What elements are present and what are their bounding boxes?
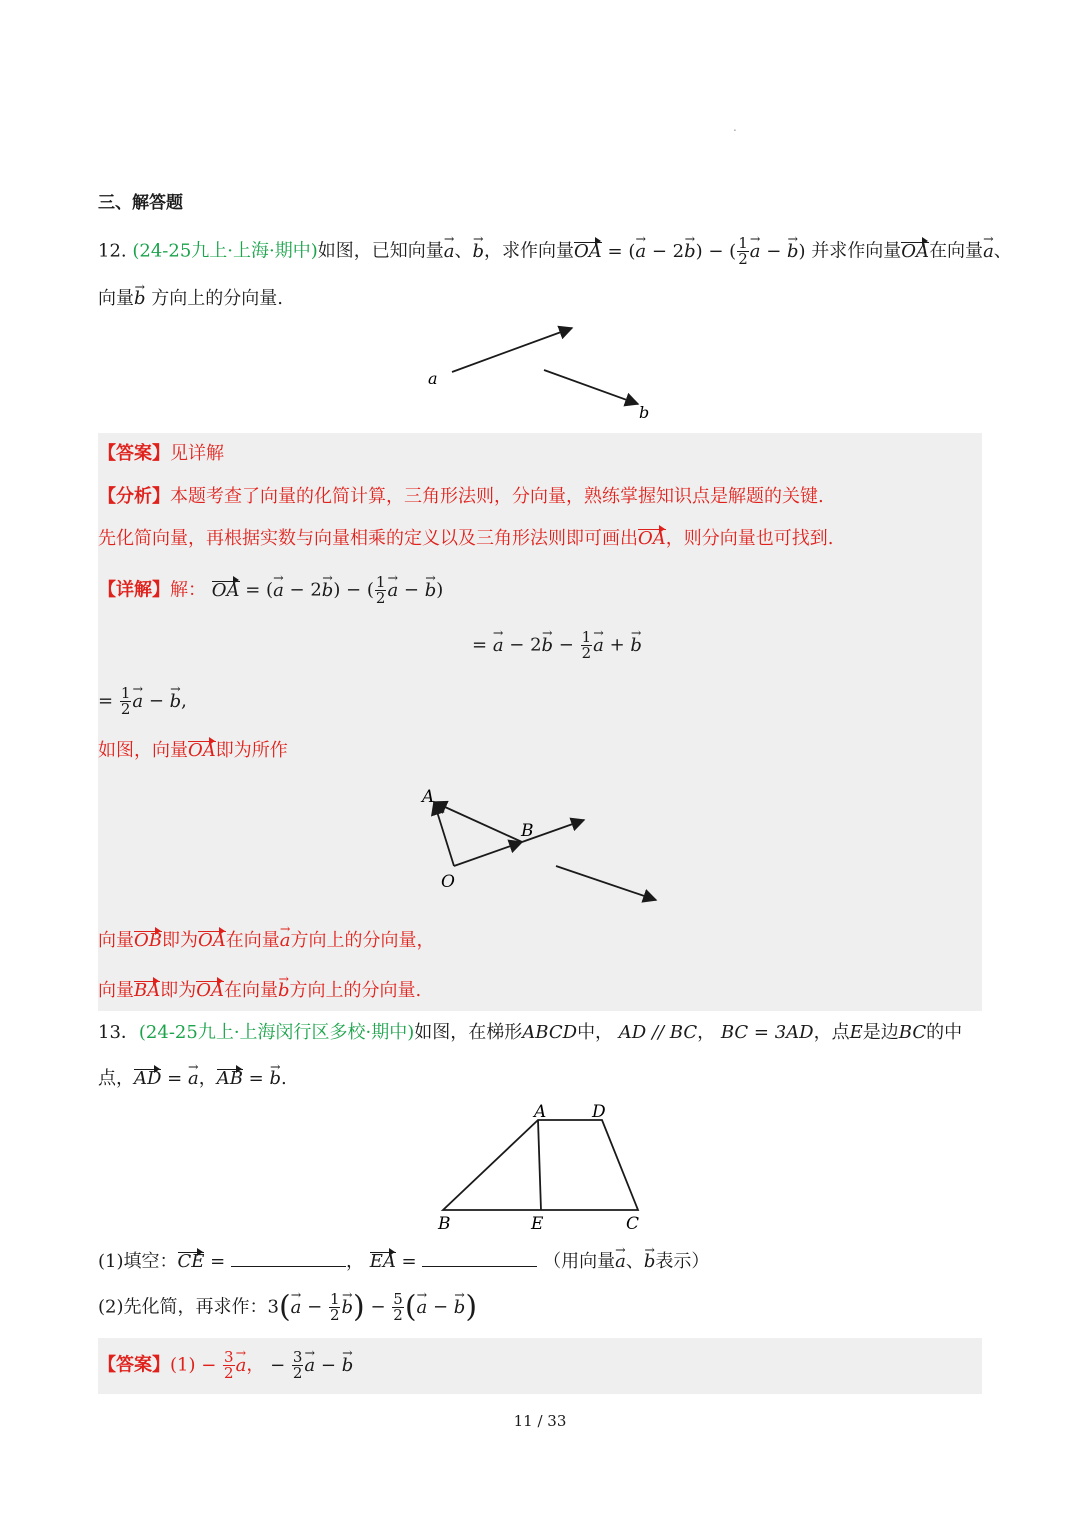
concl1-d: 方向上的分向量， [290,930,435,951]
vector-b: → b [342,1355,354,1377]
analysis-line2-a: 先化简向量，再根据实数与向量相乘的定义以及三角形法则即可画出 [98,528,638,549]
q12-line2-a: 向量 [98,288,134,309]
vector-a: → a [983,241,994,263]
label-D: D [592,1102,606,1122]
q13-stem-line2: 点，AD = → a，AB = → b. [98,1068,287,1090]
denominator: 2 [393,1306,403,1324]
vector-OA: OA [901,240,930,262]
q12-detail-line2: = → a − 2→ b − $\frac{1}{2}$ → a + → b [472,630,642,661]
vector-AD: AD [134,1068,162,1089]
answer-part: (1) [170,1354,196,1376]
q12-figure-triangle [400,780,670,910]
page-number: 11 / 33 [513,1412,567,1430]
detail-label: 【详解】 [98,579,170,601]
q13-stem-line1 [98,1022,962,1044]
vector-a: → a [615,1251,626,1273]
answer-sep: ， [246,1354,265,1376]
point-E: E [849,1022,863,1043]
vector-a: → a [417,1297,428,1319]
vector-OA: OA [211,579,240,601]
vector-b: → b [787,241,799,263]
q13-number: 13． [98,1022,139,1043]
q12-detail-line3: = $\frac{1}{2}$ → a − → b, [98,686,187,717]
vector-a: → a [291,1297,302,1319]
vector-b-arrow [556,866,656,900]
vector-b: → b [278,980,290,1002]
q13-stem-a: 如图，在梯形 [414,1022,523,1043]
vector-OA: OA [196,980,224,1001]
label-O: O [441,872,455,892]
segment-AE [538,1120,541,1210]
q12-stem-line1 [98,236,1012,267]
sep: 、 [454,240,473,262]
detail-prefix: 解： [170,579,206,601]
numerator: 1 [738,234,748,252]
q13-source: (24-25九上·上海闵行区多校·期中) [138,1022,415,1043]
part1-tail2: 、 [625,1251,644,1272]
vector-a: → a [635,241,646,263]
blank-CE[interactable] [231,1250,346,1267]
coefficient-3: 3 [267,1296,279,1318]
trapezoid-name: ABCD [522,1022,578,1043]
vector-b: → b [134,288,146,310]
vector-a: → a [188,1068,199,1090]
label-B: B [438,1214,451,1234]
label-a: a [428,369,438,388]
denominator: 2 [375,589,386,607]
length-condition: BC = 3AD [720,1022,814,1043]
q13-line2-a: 点， [98,1068,134,1089]
vector-b: → b [269,1068,281,1090]
label-A: A [534,1102,547,1122]
denominator: 2 [292,1364,303,1382]
q13-answer [98,1350,353,1381]
vector-AB: AB [216,1068,243,1089]
header-dot: . [733,120,737,134]
vector-OA: OA [197,930,226,951]
q12-stem-line2 [98,288,283,310]
concl1-b: 即为 [161,930,198,951]
denominator: 2 [120,700,131,718]
vector-a: → a [444,241,455,263]
vector-EA: EA [369,1251,396,1272]
q13-stem-f: 的中 [926,1022,963,1043]
q13-stem-b: 中， [577,1022,614,1043]
q12-answer-block [98,433,982,1011]
denominator: 2 [581,644,592,662]
analysis-label: 【分析】 [98,486,170,507]
q12-line2-b: 方向上的分向量. [151,288,283,309]
q12-number: 12. [98,240,127,262]
fraction-three-halves [292,1350,304,1381]
q12-figure-vectors [420,320,660,425]
concl2-b: 即为 [160,980,197,1001]
vector-b: → b [542,635,554,657]
figure-intro-b: 即为所作 [215,740,288,761]
concl2-c: 在向量 [224,980,278,1001]
q12-stem-part1: 如图，已知向量 [317,240,444,262]
q12-answer [98,443,224,465]
part1-sep: ， [345,1251,364,1272]
vector-a: → a [387,580,398,602]
vector-a: → a [280,930,291,952]
q13-stem-c: ， [697,1022,716,1043]
answer-label: 【答案】 [98,1354,170,1376]
numerator: 1 [120,684,131,702]
vector-b: → b [341,1297,353,1319]
formula-OA: = (→ a − 2→ b) − ( $\frac{1}{2}$ → a − → b) [608,241,806,262]
fraction-half [737,236,749,267]
vector-a: → a [593,635,604,657]
answer-EA: − $\frac{3}{2}$ → a − → b [270,1355,353,1376]
denominator: 2 [329,1306,340,1324]
analysis-text: 本题考查了向量的化简计算，三角形法则，分向量，熟练掌握知识点是解题的关键. [170,486,824,507]
q13-stem-e: 是边 [862,1022,899,1043]
numerator: 1 [329,1290,340,1308]
vector-b: → b [684,241,696,263]
label-A: A [422,787,435,807]
numerator: 1 [581,628,592,646]
vector-b: → b [630,635,642,657]
vector-OB-arrow [454,842,522,866]
q13-line2-b: ， [198,1068,217,1089]
fraction-five-halves [392,1292,404,1323]
denominator: 2 [224,1364,234,1382]
numerator: 3 [292,1348,303,1366]
vector-OB: OB [134,930,162,951]
vector-a: → a [493,635,504,657]
vector-a: → a [236,1355,247,1377]
blank-EA[interactable] [422,1250,537,1267]
vector-a: → a [750,241,761,263]
vector-b: → b [454,1297,466,1319]
label-E: E [531,1214,544,1234]
concl2-d: 方向上的分向量. [289,980,422,1001]
fraction-half [581,630,593,661]
answer-text: 见详解 [170,443,224,464]
q13-trapezoid-figure [430,1098,650,1238]
side-BC: BC [898,1022,927,1043]
vector-a-arrow [452,328,572,372]
part1-tail: （用向量 [543,1251,616,1272]
concl2-a: 向量 [98,980,134,1001]
q12-stem-part3: 并求作向量 [811,240,902,262]
vector-b: → b [170,691,182,713]
fraction-half [120,686,132,717]
q13-part1: (1)填空：CE = ， EA = （用向量→ a、→ b表示） [98,1250,709,1273]
vector-b: → b [425,580,437,602]
answer-CE: − $\frac{3}{2}$ → a [201,1355,246,1376]
concl1-a: 向量 [98,930,134,951]
q12-stem-tail: 、 [993,240,1012,262]
q12-stem-part4: 在向量 [929,240,984,262]
part1-label: (1)填空： [98,1251,178,1272]
numerator: 3 [224,1348,234,1366]
vector-b-arrow [544,370,638,404]
numerator: 1 [375,573,386,591]
vector-OA-arrow [434,802,454,866]
figure-intro-a: 如图，向量 [98,740,188,761]
q12-detail-line1: 【详解】解： OA = (→ a − 2→ b) − ( $\frac{1}{2}$ → a − → b) [98,575,443,606]
q12-source: (24-25九上·上海·期中) [132,240,318,262]
concl1-c: 在向量 [225,930,280,951]
vector-BA: BA [134,980,161,1001]
part1-tail3: 表示） [655,1251,710,1272]
fraction-half [375,575,387,606]
vector-OA: OA [574,240,602,262]
vector-a: → a [304,1355,315,1377]
q13-stem-d: ，点 [813,1022,850,1043]
q13-part2: (2)先化简，再求作：3(→ a − $\frac{1}{2}$ → b) − $\frac{5}{2}$ (→ a − → b) [98,1292,477,1323]
fraction-three-halves [223,1350,235,1381]
parallel-condition: AD // BC [618,1022,698,1043]
q12-analysis-line2 [98,528,834,550]
q12-figure-intro [98,740,288,762]
analysis-line2-b: ，则分向量也可找到. [665,528,834,549]
vector-a: → a [132,691,143,713]
label-C: C [626,1214,640,1234]
fraction-half [329,1292,341,1323]
label-B: B [521,821,534,841]
vector-b: → b [473,241,485,263]
vector-a: → a [273,580,284,602]
denominator: 2 [738,250,748,268]
vector-b: → b [322,580,334,602]
vector-OA: OA [188,740,216,761]
q12-analysis [98,486,824,508]
q12-conclusion1 [98,930,434,952]
q12-stem-part2: ，求作向量 [484,240,575,262]
answer-label: 【答案】 [98,443,170,464]
q12-conclusion2 [98,980,421,1002]
vector-CE: CE [177,1251,205,1272]
vector-BA-arrow [434,802,522,842]
numerator: 5 [393,1290,403,1308]
part2-label: (2)先化简，再求作： [98,1296,268,1318]
vector-OA: OA [638,528,666,549]
vector-b: → b [644,1251,656,1273]
label-b: b [639,403,650,422]
section-title: 三、解答题 [98,193,183,213]
